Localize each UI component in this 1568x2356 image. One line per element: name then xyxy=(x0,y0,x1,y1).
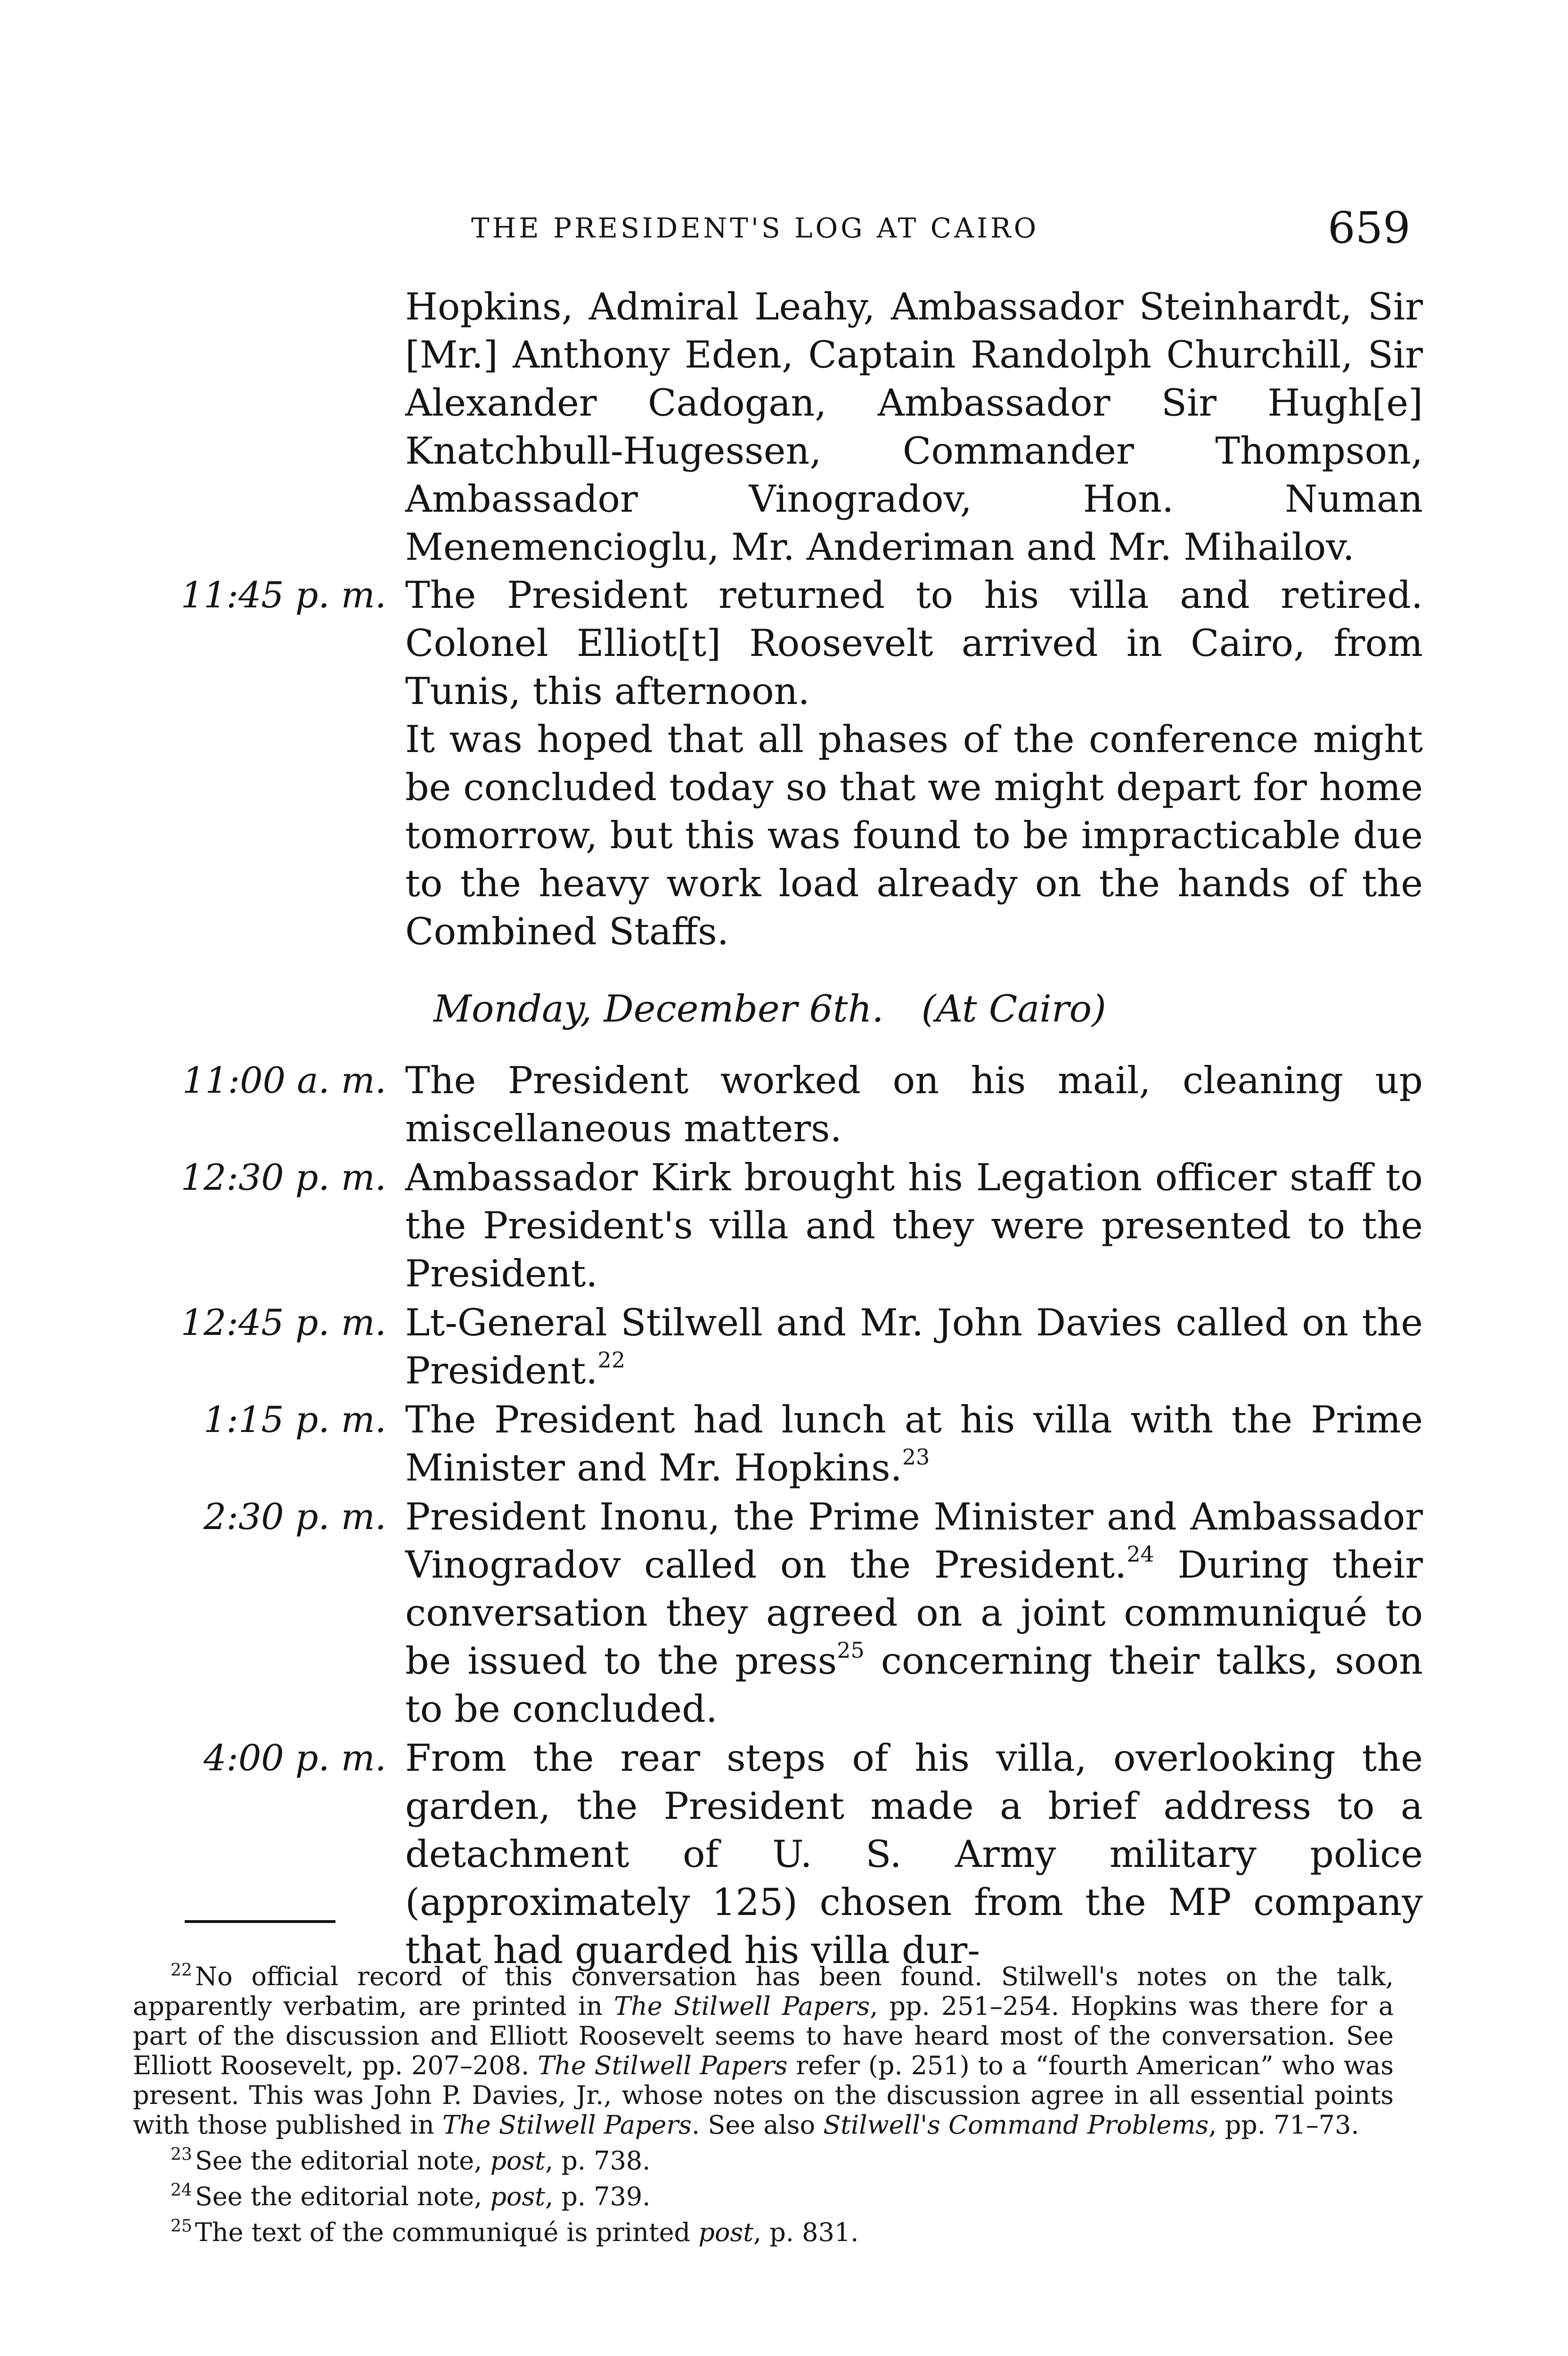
running-title: THE PRESIDENT'S LOG AT CAIRO xyxy=(471,212,1039,244)
day-heading-place: (At Cairo) xyxy=(921,987,1106,1031)
footnote-number: 24 xyxy=(171,2181,192,2200)
footnote-text: See the editorial note, xyxy=(195,2182,490,2211)
footnote-divider xyxy=(185,1920,335,1923)
footnote-number: 25 xyxy=(171,2217,192,2236)
entry-text: From the rear steps of his villa, overlooking the garden, the President made a brief address to a detachment of U. S. Army military police (approximately 125) chosen from the MP company that had guarded his villa dur- xyxy=(405,1736,1423,1972)
footnote-text: , p. 739. xyxy=(545,2182,651,2211)
entry-text-continued: It was hoped that all phases of the conference might be concluded today so that we might depart for home tomorrow, but this was found to be impracticable due to the heavy work load already on the hands of the Combined Staffs. xyxy=(405,718,1423,953)
footnote-22 xyxy=(133,1955,1394,2140)
footnote-citation: post xyxy=(490,2182,545,2211)
day-heading-date: Monday, December 6th. xyxy=(433,987,884,1031)
log-entry xyxy=(104,1396,1423,1492)
entry-time: 4:00 p. m. xyxy=(203,1737,386,1779)
footnote-text: The text of the communiqué is printed xyxy=(195,2217,699,2247)
footnote-text: No official record of this conversation has been found. Stilwell's notes on the talk, apparently verbatim, are printed in xyxy=(133,1962,1394,2021)
footnote-text: , pp. 251–254. Hopkins was there for a part of the discussion and Elliott Roosevelt seems to have heard most of the conversation. See Elliott Roosevelt, pp. 207–208. xyxy=(133,1991,1394,2080)
log-entry xyxy=(104,1056,1423,1153)
entry-text: The President returned to his villa and retired. Colonel Elliot[t] Roosevelt arrived in Cairo, from Tunis, this afternoon. xyxy=(405,573,1423,713)
entry-time: 12:30 p. m. xyxy=(180,1156,386,1198)
entry-text: concerning their talks, soon to be concluded. xyxy=(405,1639,1423,1731)
log-entry xyxy=(104,1493,1423,1733)
entry-text: Lt-General Stilwell and Mr. John Davies called on the President. xyxy=(405,1301,1423,1392)
footnote-text: refer (p. 251) to a “fourth American” who was present. This was John P. Davies, Jr., whose notes on the discussion agree in all essential points with those published in xyxy=(133,2051,1394,2140)
footnote-text: , p. 738. xyxy=(545,2146,651,2176)
footnote-text: , pp. 71–73. xyxy=(1209,2110,1359,2140)
footnote-citation: The Stilwell Papers xyxy=(442,2110,692,2140)
footnote-text: . See also xyxy=(692,2110,824,2140)
footnote-text: See the editorial note, xyxy=(195,2146,490,2176)
footnote-citation: Stilwell's Command Problems xyxy=(823,2110,1209,2140)
footnote-citation: post xyxy=(490,2146,545,2176)
entry-text-block xyxy=(405,1493,1423,1733)
footnote-reference[interactable]: 22 xyxy=(597,1347,626,1373)
footnote-25 xyxy=(133,2211,1394,2247)
entry-text-block xyxy=(405,1299,1423,1395)
entry-text: Ambassador Kirk brought his Legation officer staff to the President's villa and they were presented to the President. xyxy=(405,1156,1423,1295)
log-entry xyxy=(104,1299,1423,1395)
entry-text: President Inonu, the Prime Minister and Ambassador Vinogradov called on the President. xyxy=(405,1495,1423,1587)
footnote-24 xyxy=(133,2176,1394,2211)
footnote-citation: post xyxy=(698,2217,753,2247)
footnote-23 xyxy=(133,2140,1394,2176)
entry-text: The President worked on his mail, cleaning up miscellaneous matters. xyxy=(405,1059,1423,1150)
entry-text: During their conversation they agreed on a joint communiqué to be issued to the press xyxy=(405,1543,1423,1683)
footnote-number: 23 xyxy=(171,2145,192,2164)
log-entry xyxy=(104,1153,1423,1298)
footnote-reference[interactable]: 24 xyxy=(1127,1541,1154,1567)
continuation-text: Hopkins, Admiral Leahy, Ambassador Steinhardt, Sir [Mr.] Anthony Eden, Captain Randolph Churchill, Sir Alexander Cadogan, Ambassador Sir Hugh[e] Knatchbull-Hugessen, Commander Thompson, Ambassador Vinogradov, Hon. Numan Menemencioglu, Mr. Anderiman and Mr. Mihailov. xyxy=(405,285,1423,569)
continuation-paragraph xyxy=(104,283,1423,571)
footnote-citation: The Stilwell Papers xyxy=(538,2051,788,2080)
entry-time: 11:00 a. m. xyxy=(182,1059,386,1101)
entry-time: 11:45 p. m. xyxy=(180,574,386,616)
entry-text-block xyxy=(405,1396,1423,1492)
footnote-reference[interactable]: 25 xyxy=(837,1637,865,1663)
footnote-reference[interactable]: 23 xyxy=(902,1444,930,1470)
entry-time: 1:15 p. m. xyxy=(203,1399,386,1440)
footnotes xyxy=(133,1955,1394,2247)
day-heading xyxy=(104,985,1423,1033)
log-entry xyxy=(104,571,1423,956)
entry-time: 2:30 p. m. xyxy=(203,1496,386,1538)
entry-time: 12:45 p. m. xyxy=(180,1301,386,1343)
log-entry xyxy=(104,1734,1423,1974)
page-number: 659 xyxy=(1328,203,1411,253)
footnote-text: , p. 831. xyxy=(753,2217,859,2247)
entry-text: The President had lunch at his villa with the Prime Minister and Mr. Hopkins. xyxy=(405,1398,1423,1489)
running-head xyxy=(0,203,1568,253)
footnote-citation: The Stilwell Papers xyxy=(614,1991,870,2021)
footnote-number: 22 xyxy=(171,1961,192,1980)
log-body xyxy=(104,283,1423,1974)
